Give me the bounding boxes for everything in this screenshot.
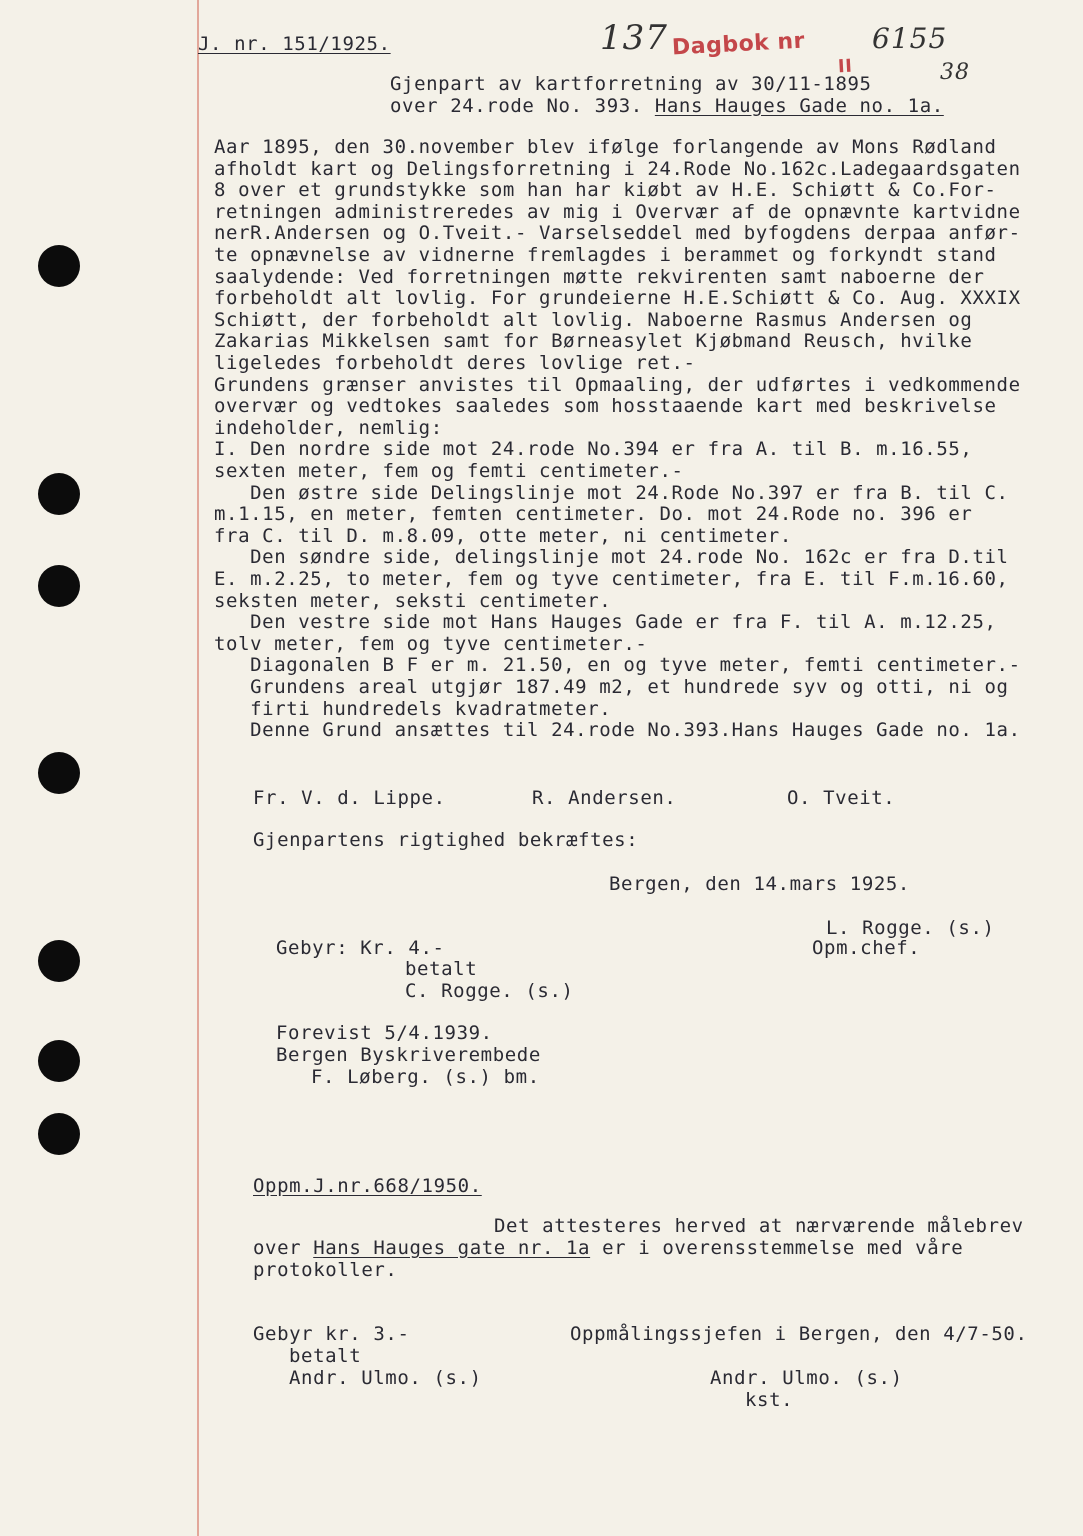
title-line-2 (390, 95, 944, 117)
punch-hole (38, 1113, 80, 1155)
signature-lippe: Fr. V. d. Lippe. (253, 787, 446, 809)
body-line: Den søndre side, delingslinje mot 24.rode No. 162c er fra D.til (214, 546, 1009, 569)
body-line: Diagonalen B F er m. 21.50, en og tyve meter, femti centimeter.- (214, 654, 1021, 677)
presented-signer: F. Løberg. (s.) bm. (311, 1066, 540, 1088)
body-line: Zakarias Mikkelsen samt for Børneasylet Kjøbmand Reusch, hvilke (214, 330, 973, 353)
body-line: Grundens areal utgjør 187.49 m2, et hundrede syv og otti, ni og (214, 676, 1009, 698)
attestation-line-2-prefix: over (253, 1237, 314, 1259)
fee-1925: Gebyr: Kr. 4.- (276, 937, 445, 959)
attestation-line-1: Det attesteres herved at nærværende målebrev (494, 1215, 1024, 1237)
signature-tveit: O. Tveit. (787, 787, 896, 809)
attestation-line-2-suffix: er i overensstemmelse med våre (590, 1237, 964, 1259)
fee-1950: Gebyr kr. 3.- (253, 1323, 410, 1345)
body-line: tolv meter, fem og tyve centimeter.- (214, 632, 648, 655)
body-line: te opnævnelse av vidnerne fremlagdes i berammet og forkyndt stand (214, 244, 997, 266)
handwritten-year: 38 (940, 60, 970, 85)
body-line: overvær og vedtokes saaledes som hosstaaende kart med beskrivelse (214, 395, 997, 418)
fee-1925-status: betalt (405, 958, 478, 980)
stamp-roman-numeral: II (837, 55, 853, 78)
body-line: firti hundredels kvadratmeter. (214, 697, 612, 720)
body-line: Den østre side Delingslinje mot 24.Rode No.397 er fra B. til C. (214, 481, 1009, 504)
body-line: retningen administreredes av mig i Overvær af de opnævnte kartvidne (214, 200, 1021, 223)
body-line: Schiøtt, der forbeholdt alt lovlig. Naboerne Rasmus Andersen og (214, 308, 973, 331)
certification-text: Gjenpartens rigtighed bekræftes: (253, 829, 639, 851)
attestation-signer: Andr. Ulmo. (s.) (710, 1367, 903, 1389)
body-line: sexten meter, fem og femti centimeter.- (214, 460, 684, 482)
attestation-address: Hans Hauges gate nr. 1a (313, 1237, 591, 1259)
attestation-signer-title: kst. (745, 1389, 794, 1411)
body-line: 8 over et grundstykke som han har kiøbt av H.E. Schiøtt & Co.For- (214, 179, 997, 202)
title-address: Hans Hauges Gade no. 1a. (654, 95, 944, 117)
attestation-reference: Oppm.J.nr.668/1950. (253, 1175, 482, 1197)
journal-number: J. nr. 151/1925. (198, 33, 391, 55)
handwritten-daybook-number: 6155 (872, 22, 948, 55)
punch-hole (38, 752, 80, 794)
signature-andersen: R. Andersen. (532, 787, 677, 809)
fee-1950-signer: Andr. Ulmo. (s.) (289, 1367, 482, 1389)
body-line: Aar 1895, den 30.november blev ifølge forlangende av Mons Rødland (214, 136, 997, 158)
title-line-1: Gjenpart av kartforretning av 30/11-1895 (390, 73, 872, 95)
certification-signer: L. Rogge. (s.) (826, 917, 995, 939)
body-line: E. m.2.25, to meter, fem og tyve centimeter, fra E. til F.m.16.60, (214, 568, 1009, 590)
handwritten-number: 137 (600, 18, 668, 58)
body-line: seksten meter, seksti centimeter. (214, 589, 612, 612)
body-line: nerR.Andersen og O.Tveit.- Varselseddel med byfogdens derpaa anfør- (214, 222, 1021, 245)
fee-1950-status: betalt (289, 1345, 362, 1367)
certification-place-date: Bergen, den 14.mars 1925. (609, 873, 910, 895)
daybook-stamp: Dagbok nr (671, 28, 806, 61)
punch-hole (38, 1040, 80, 1082)
attestation-line-3: protokoller. (253, 1259, 398, 1281)
title-line-2-prefix: over 24.rode No. 393. (390, 95, 655, 117)
body-line: I. Den nordre side mot 24.rode No.394 er fra A. til B. m.16.55, (214, 438, 973, 461)
punch-hole (38, 473, 80, 515)
body-line: indeholder, nemlig: (214, 416, 443, 439)
fee-1925-signer: C. Rogge. (s.) (405, 980, 574, 1002)
punch-hole (38, 565, 80, 607)
presented-office: Bergen Byskriverembede (276, 1044, 541, 1066)
margin-line (197, 0, 199, 1536)
body-line: afholdt kart og Delingsforretning i 24.Rode No.162c.Ladegaardsgaten (214, 157, 1021, 180)
punch-hole (38, 940, 80, 982)
certification-signer-title: Opm.chef. (812, 937, 921, 959)
body-line: Grundens grænser anvistes til Opmaaling, der udførtes i vedkommende (214, 373, 1021, 396)
attestation-line-2 (253, 1237, 963, 1259)
body-line: Denne Grund ansættes til 24.rode No.393.Hans Hauges Gade no. 1a. (214, 719, 1021, 742)
body-line: ligeledes forbeholdt deres lovlige ret.- (214, 352, 696, 374)
body-line: fra C. til D. m.8.09, otte meter, ni centimeter. (214, 524, 792, 547)
body-line: Den vestre side mot Hans Hauges Gade er fra F. til A. m.12.25, (214, 611, 997, 634)
body-line: m.1.15, en meter, femten centimeter. Do. mot 24.Rode no. 396 er (214, 503, 973, 526)
body-line: forbeholdt alt lovlig. For grundeierne H.E.Schiøtt & Co. Aug. XXXIX (214, 287, 1021, 310)
presented-date: Forevist 5/4.1939. (276, 1022, 493, 1044)
body-line: saalydende: Ved forretningen møtte rekvirenten samt naboerne der (214, 265, 985, 288)
attestation-place-date: Oppmålingssjefen i Bergen, den 4/7-50. (570, 1323, 1028, 1345)
punch-hole (38, 245, 80, 287)
